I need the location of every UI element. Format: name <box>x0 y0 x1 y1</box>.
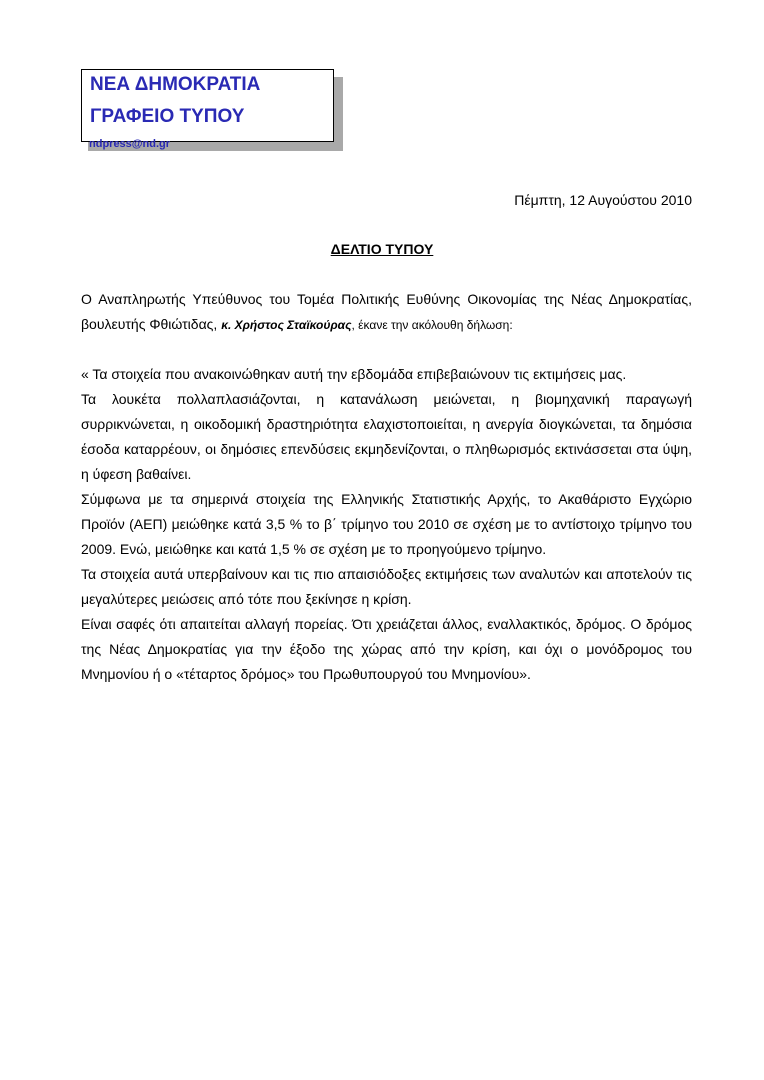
intro-text: Ο Αναπληρωτής Υπεύθυνος του Τομέα Πολιτικής Ευθύνης Οικονομίας της Νέας Δημοκρατίας, βουλευτής Φθιώτιδας, <box>81 291 692 332</box>
statement-paragraph: Είναι σαφές ότι απαιτείται αλλαγή πορείας. Ότι χρειάζεται άλλος, εναλλακτικός, δρόμος. Ο δρόμος της Νέας Δημοκρατίας για την έξοδο της χώρας από την κρίση, και όχι ο μονόδρομος του Μνημονίου ή ο «τέταρτος δρόμος» του Πρωθυπουργού του Μνημονίου». <box>81 616 692 682</box>
press-office-title: ΓΡΑΦΕΙΟ ΤΥΠΟΥ <box>90 106 245 127</box>
org-name: ΝΕΑ ΔΗΜΟΚΡΑΤΙΑ <box>90 74 261 95</box>
intro-ending: , έκανε την ακόλουθη δήλωση: <box>351 318 513 332</box>
intro-paragraph <box>81 287 692 338</box>
press-email: ndpress@nd.gr <box>89 138 171 150</box>
statement-paragraph: Τα λουκέτα πολλαπλασιάζονται, η κατανάλωση μειώνεται, η βιομηχανική παραγωγή συρρικνώνεται, η οικοδομική δραστηριότητα ελαχιστοποιείται, η ανεργία διογκώνεται, τα δημόσια έσοδα καταρρέουν, οι δημόσιες επενδύσεις εκμηδενίζονται, ο πληθωρισμός εκτινάσσεται στα ύψη, η ύφεση βαθαίνει. <box>81 391 692 482</box>
statement-body <box>81 362 692 687</box>
document-title: ΔΕΛΤΙΟ ΤΥΠΟΥ <box>330 241 434 257</box>
speaker-name: κ. Χρήστος Σταϊκούρας <box>221 318 352 332</box>
statement-paragraph: « Τα στοιχεία που ανακοινώθηκαν αυτή την εβδομάδα επιβεβαιώνουν τις εκτιμήσεις μας. <box>81 366 627 382</box>
statement-paragraph: Σύμφωνα με τα σημερινά στοιχεία της Ελληνικής Στατιστικής Αρχής, το Ακαθάριστο Εγχώριο Προϊόν (ΑΕΠ) μειώθηκε κατά 3,5 % το β΄ τρίμηνο του 2010 σε σχέση με το αντίστοιχο τρίμηνο του 2009. Ενώ, μειώθηκε και κατά 1,5 % σε σχέση με το προηγούμενο τρίμηνο. <box>81 491 692 557</box>
release-date: Πέμπτη, 12 Αυγούστου 2010 <box>514 192 692 208</box>
statement-paragraph: Τα στοιχεία αυτά υπερβαίνουν και τις πιο απαισιόδοξες εκτιμήσεις των αναλυτών και αποτελούν τις μεγαλύτερες μειώσεις από τότε που ξεκίνησε η κρίση. <box>81 566 692 607</box>
